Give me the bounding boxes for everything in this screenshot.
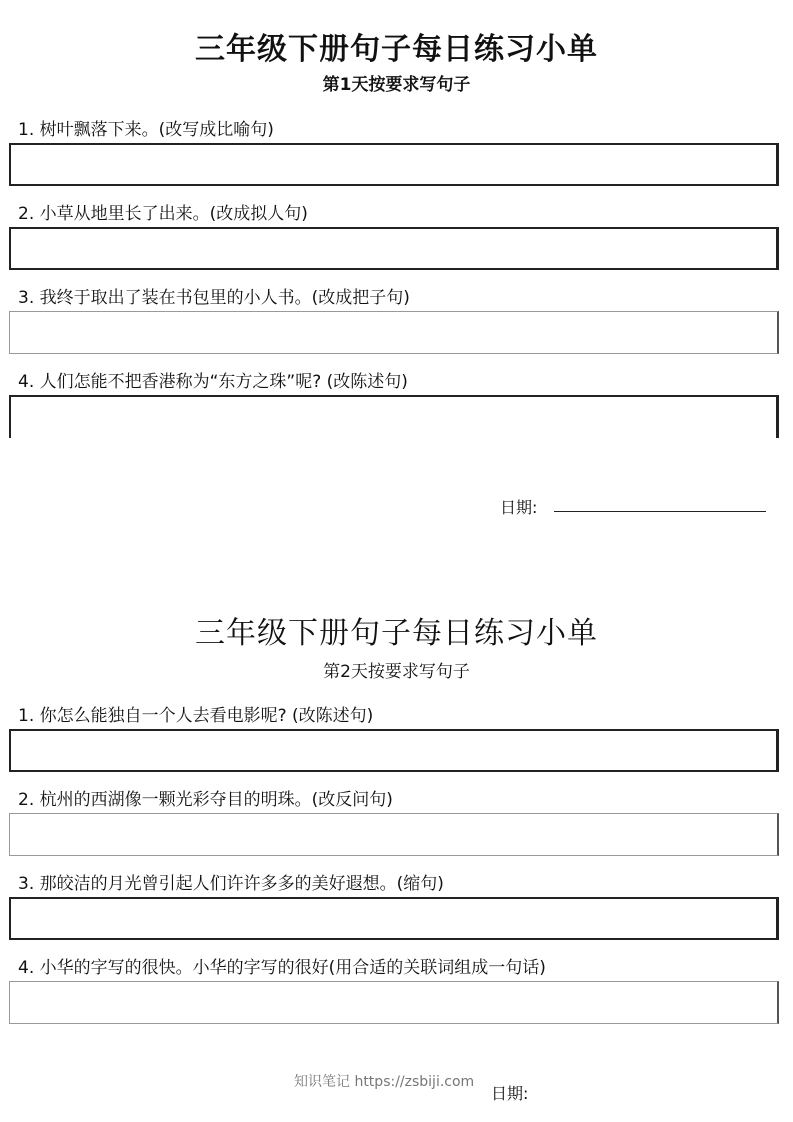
sheet2-answer-box-4[interactable] <box>9 981 779 1024</box>
sheet1-date-line[interactable] <box>554 511 766 512</box>
sheet2-answer-box-3[interactable] <box>9 897 779 940</box>
sheet2-question-3: 3. 那皎洁的月光曾引起人们许许多多的美好遐想。(缩句) <box>18 874 444 894</box>
sheet1-question-4: 4. 人们怎能不把香港称为“东方之珠”呢? (改陈述句) <box>18 372 408 392</box>
sheet2-title: 三年级下册句子每日练习小单 <box>195 616 598 651</box>
sheet1-answer-box-4[interactable] <box>9 395 779 438</box>
sheet1-question-2: 2. 小草从地里长了出来。(改成拟人句) <box>18 204 308 224</box>
sheet2-question-1: 1. 你怎么能独自一个人去看电影呢? (改陈述句) <box>18 706 374 726</box>
sheet1-question-3: 3. 我终于取出了装在书包里的小人书。(改成把子句) <box>18 288 410 308</box>
sheet1-answer-box-3[interactable] <box>9 311 779 354</box>
sheet2-question-2: 2. 杭州的西湖像一颗光彩夺目的明珠。(改反问句) <box>18 790 393 810</box>
sheet1-title: 三年级下册句子每日练习小单 <box>195 32 598 67</box>
sheet1-date-label: 日期: <box>500 498 538 517</box>
footer-watermark: 知识笔记 https://zsbiji.com <box>294 1074 475 1090</box>
sheet2-answer-box-2[interactable] <box>9 813 779 856</box>
sheet1-subtitle: 第1天按要求写句子 <box>322 75 471 95</box>
sheet2-question-4: 4. 小华的字写的很快。小华的字写的很好(用合适的关联词组成一句话) <box>18 958 546 978</box>
sheet2-date-label: 日期: <box>491 1084 529 1103</box>
sheet1-question-1: 1. 树叶飘落下来。(改写成比喻句) <box>18 120 274 140</box>
sheet1-answer-box-1[interactable] <box>9 143 779 186</box>
sheet1-answer-box-2[interactable] <box>9 227 779 270</box>
sheet2-subtitle: 第2天按要求写句子 <box>323 662 470 682</box>
sheet2-answer-box-1[interactable] <box>9 729 779 772</box>
